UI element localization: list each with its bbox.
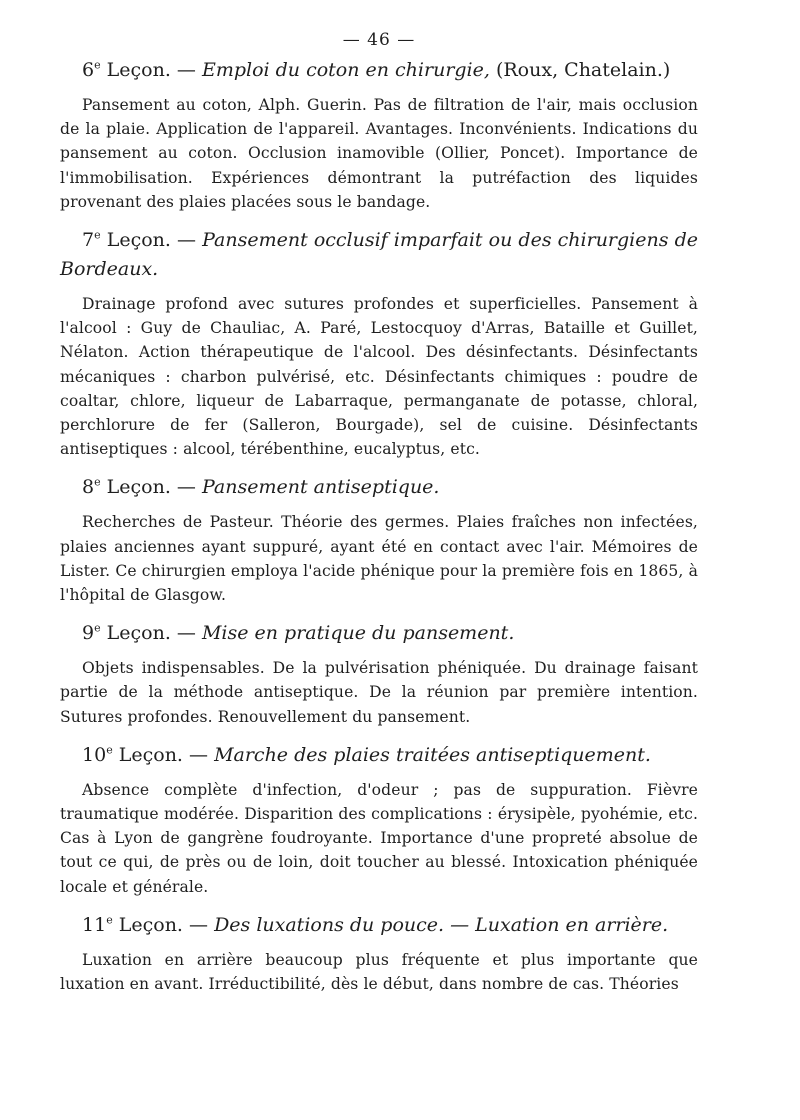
lesson-ordinal-suffix: e bbox=[94, 228, 101, 242]
lesson-dash: — bbox=[177, 229, 197, 252]
lesson-ordinal: 10 bbox=[82, 743, 107, 766]
lesson-body: Luxation en arrière beaucoup plus fréquente et plus importante que luxation en avant. Irréductibilité, dès le début, dans nombre de cas. Théories bbox=[60, 950, 698, 994]
document-page bbox=[60, 30, 698, 1008]
lesson-ordinal: 11 bbox=[82, 913, 107, 936]
lesson-10 bbox=[60, 741, 698, 899]
lessons-list bbox=[60, 56, 698, 996]
lesson-ordinal-suffix: e bbox=[94, 476, 101, 490]
lesson-title: Des luxations du pouce. — Luxation en arrière. bbox=[214, 913, 669, 936]
lesson-6 bbox=[60, 56, 698, 214]
lesson-word: Leçon. bbox=[106, 59, 171, 81]
lesson-title: Marche des plaies traitées antiseptiquement. bbox=[214, 743, 651, 766]
lesson-number bbox=[82, 59, 101, 81]
lesson-number bbox=[82, 744, 113, 766]
lesson-body: Recherches de Pasteur. Théorie des germes. Plaies fraîches non infectées, plaies anciennes ayant suppuré, ayant été en contact avec l'air. Mémoires de Lister. Ce chirurgien employa l'acide phénique pour la première fois en 1865, à l'hôpital de Glasgow. bbox=[60, 513, 698, 605]
lesson-heading bbox=[60, 911, 698, 940]
lesson-ordinal-suffix: e bbox=[106, 913, 113, 927]
lesson-ordinal: 7 bbox=[82, 229, 95, 252]
lesson-ordinal-suffix: e bbox=[106, 743, 113, 757]
lesson-title: Pansement occlusif imparfait ou des chirurgiens de Bordeaux. bbox=[60, 229, 698, 281]
lesson-11 bbox=[60, 911, 698, 996]
lesson-word: Leçon. bbox=[106, 229, 171, 252]
lesson-ordinal: 6 bbox=[82, 59, 95, 81]
lesson-7 bbox=[60, 226, 698, 461]
lesson-word: Leçon. bbox=[106, 476, 171, 499]
lesson-heading bbox=[60, 56, 698, 85]
lesson-body: Pansement au coton, Alph. Guerin. Pas de filtration de l'air, mais occlusion de la plaie. Application de l'appareil. Avantages. Inconvénients. Indications du pansement au coton. Occlusion inamovible (Ollier, Poncet). Importance de l'immobilisation. Expériences démontrant la putréfaction des liquides provenant des plaies placées sous le bandage. bbox=[60, 96, 698, 211]
lesson-title: Emploi du coton en chirurgie, bbox=[201, 59, 490, 81]
lesson-heading bbox=[60, 226, 698, 284]
lesson-extra: (Roux, Chatelain.) bbox=[495, 59, 671, 81]
lesson-ordinal: 9 bbox=[82, 622, 95, 645]
lesson-dash: — bbox=[176, 622, 196, 645]
lesson-dash: — bbox=[189, 913, 209, 936]
lesson-heading bbox=[60, 473, 698, 502]
lesson-heading bbox=[60, 619, 698, 648]
lesson-heading bbox=[60, 741, 698, 770]
lesson-word: Leçon. bbox=[106, 622, 171, 645]
lesson-8 bbox=[60, 473, 698, 607]
lesson-word: Leçon. bbox=[118, 743, 183, 766]
lesson-body: Objets indispensables. De la pulvérisation phéniquée. Du drainage faisant partie de la méthode antiseptique. De la réunion par première intention. Sutures profondes. Renouvellement du pansement. bbox=[60, 659, 698, 726]
lesson-number bbox=[82, 476, 101, 498]
lesson-ordinal-suffix: e bbox=[94, 621, 101, 635]
lesson-9 bbox=[60, 619, 698, 729]
lesson-body: Drainage profond avec sutures profondes et superficielles. Pansement à l'alcool : Guy de Chauliac, A. Paré, Lestocquoy d'Arras, Bataille et Guillet, Nélaton. Action thérapeutique de l'alcool. Des désinfectants. Désinfectants mécaniques : charbon pulvérisé, etc. Désinfectants chimiques : poudre de coaltar, chlore, liqueur de Labarraque, permanganate de potasse, chloral, perchlorure de fer (Salleron, Bourgade), sel de cuisine. Désinfectants antiseptiques : alcool, térébenthine, eucalyptus, etc. bbox=[60, 295, 698, 459]
lesson-dash: — bbox=[189, 743, 209, 766]
lesson-number bbox=[82, 622, 101, 644]
lesson-ordinal: 8 bbox=[82, 476, 95, 499]
page-number: — 46 — bbox=[342, 30, 416, 50]
lesson-title: Mise en pratique du pansement. bbox=[201, 622, 515, 645]
lesson-dash: — bbox=[176, 476, 196, 499]
lesson-body: Absence complète d'infection, d'odeur ; pas de suppuration. Fièvre traumatique modérée. Disparition des complications : érysipèle, pyohémie, etc. Cas à Lyon de gangrène foudroyante. Importance d'une propreté absolue de tout ce qui, de près ou de loin, doit toucher au blessé. Intoxication phéniquée locale et générale. bbox=[60, 780, 698, 896]
lesson-number bbox=[82, 229, 101, 251]
lesson-ordinal-suffix: e bbox=[94, 58, 101, 72]
lesson-dash: — bbox=[176, 59, 196, 81]
lesson-number bbox=[82, 914, 113, 936]
lesson-title: Pansement antiseptique. bbox=[201, 476, 440, 499]
lesson-word: Leçon. bbox=[118, 913, 183, 936]
